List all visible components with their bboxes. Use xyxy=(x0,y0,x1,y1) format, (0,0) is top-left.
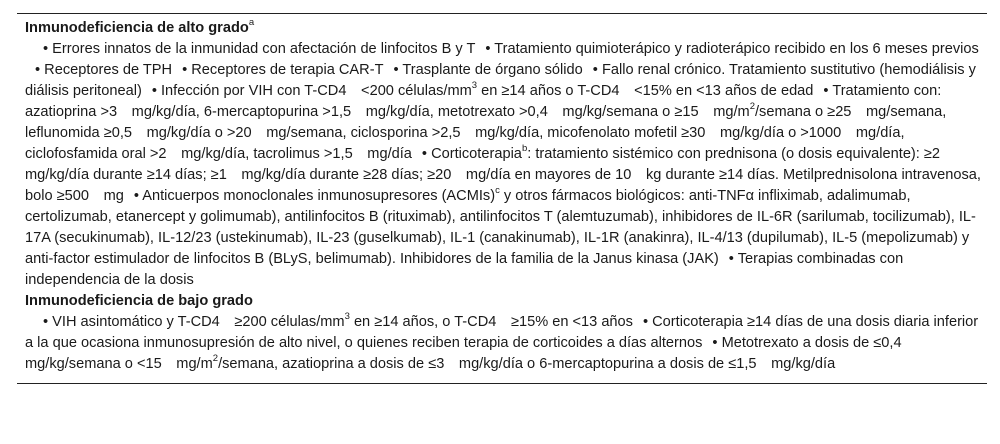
list-item-text: Terapias combinadas con independencia de la dosis xyxy=(25,251,904,288)
list-item-text: en ≥14 años o T-CD4 <15% en <13 años de edad xyxy=(477,83,814,99)
list-item-text: Trasplante de órgano sólido xyxy=(402,62,583,78)
list-item xyxy=(393,62,582,78)
list-item-text: Tratamiento quimioterápico y radioterápico recibido en los 6 meses previos xyxy=(494,41,979,57)
section-content xyxy=(25,39,983,291)
list-item-text: Receptores de terapia CAR-T xyxy=(191,62,384,78)
list-item xyxy=(182,62,383,78)
bullet-icon: • xyxy=(485,41,491,57)
list-item-text: Fallo renal crónico. Tratamiento sustitutivo (hemodiálisis y diálisis peritoneal) xyxy=(25,62,976,99)
bullet-icon: • xyxy=(642,314,649,330)
bullet-icon: • xyxy=(421,146,428,162)
bullet-icon: • xyxy=(728,251,734,267)
list-item-text: : tratamiento sistémico con prednisona (o dosis equivalente): ≥2 mg/kg/día durante ≥14 días; ≥1 mg/kg/día durante ≥28 días; ≥20 mg/día en mayores de 10 kg durante ≥14 días. Metilprednisolona intravenosa, bolo ≥500 mg xyxy=(25,146,981,204)
superscript: 2 xyxy=(749,101,755,113)
superscript: 3 xyxy=(471,80,478,92)
list-item-text: /semana o ≥25 mg/semana, leflunomida ≥0,5 mg/kg/día o >20 mg/semana, ciclosporina >2,5 mg/kg/día, micofenolato mofetil ≥30 mg/kg/día o >1000 mg/día, ciclofosfamida oral >2 mg/kg/día, tacrolimus >1,5 mg/día xyxy=(25,104,947,162)
list-item-text: y otros fármacos biológicos: anti-TNFα infliximab, adalimumab, certolizumab, etanercept y golimumab), antilinfocitos B (rituximab), antilinfocitos T (alemtuzumab), inhibidores de IL-6R (sarilumab, tocilizumab), IL-17A (secukinumab), IL-12/23 (ustekinumab), IL-23 (guselkumab), IL-1 (canakinumab), IL-1R (anakinra), IL-4/13 (dupilumab), IL-5 (mepolizumab) y anti-factor estimulador de linfocitos B (BLyS, belimumab). Inhibidores de la familia de la Janus kinasa (JAK) xyxy=(25,188,976,267)
section-content xyxy=(25,312,983,375)
list-item-text: Metotrexato a dosis de ≤0,4 mg/kg/semana o <15 mg/m xyxy=(25,335,917,372)
section-title xyxy=(25,291,987,312)
list-item-text: VIH asintomático y T-CD4 ≥200 células/mm xyxy=(52,314,345,330)
bullet-icon: • xyxy=(35,62,41,78)
list-item xyxy=(485,41,978,57)
list-item-text: /semana, azatioprina a dosis de ≤3 mg/kg/día o 6-mercaptopurina a dosis de ≤1,5 mg/kg/día xyxy=(218,356,836,372)
immunodeficiency-table xyxy=(17,13,987,384)
list-item xyxy=(35,62,172,78)
bullet-icon: • xyxy=(133,188,139,204)
list-item xyxy=(43,41,475,57)
superscript: b xyxy=(521,143,528,155)
sections-container xyxy=(17,18,987,375)
list-item xyxy=(151,80,814,99)
section-title-text: Inmunodeficiencia de bajo grado xyxy=(25,293,253,309)
bullet-icon: • xyxy=(393,62,399,78)
list-item-text: Errores innatos de la inmunidad con afectación de linfocitos B y T xyxy=(52,41,476,57)
section-title-text: Inmunodeficiencia de alto grado xyxy=(25,20,249,36)
bullet-icon: • xyxy=(592,62,598,78)
superscript: 2 xyxy=(212,353,219,365)
bullet-icon: • xyxy=(151,83,157,99)
list-item-text: Anticuerpos monoclonales inmunosupresores (ACMIs) xyxy=(142,188,496,204)
list-item-text: en ≥14 años, o T-CD4 ≥15% en <13 años xyxy=(349,314,633,330)
list-item-text: Corticoterapia ≥14 días de una dosis diaria inferior a la que ocasiona inmunosupresión de alto nivel, o quienes reciben terapia de corticoides a días alternos xyxy=(25,314,979,351)
list-item-text: Corticoterapia xyxy=(431,146,522,162)
bullet-icon: • xyxy=(43,41,49,57)
superscript: 3 xyxy=(344,311,350,323)
list-item xyxy=(43,311,633,330)
list-item-text: Receptores de TPH xyxy=(44,62,173,78)
bullet-icon: • xyxy=(43,314,49,330)
superscript: c xyxy=(495,185,500,197)
bullet-icon: • xyxy=(182,62,188,78)
section-title xyxy=(25,18,987,39)
bullet-icon: • xyxy=(823,83,829,99)
list-item-text: Infección por VIH con T-CD4 <200 células/mm xyxy=(160,83,472,99)
bullet-icon: • xyxy=(712,335,718,351)
footnote-marker: a xyxy=(248,17,255,29)
list-item-text: Tratamiento con: azatioprina >3 mg/kg/día, 6-mercaptopurina >1,5 mg/kg/día, metotrexato >0,4 mg/kg/semana o ≥15 mg/m xyxy=(25,83,942,120)
